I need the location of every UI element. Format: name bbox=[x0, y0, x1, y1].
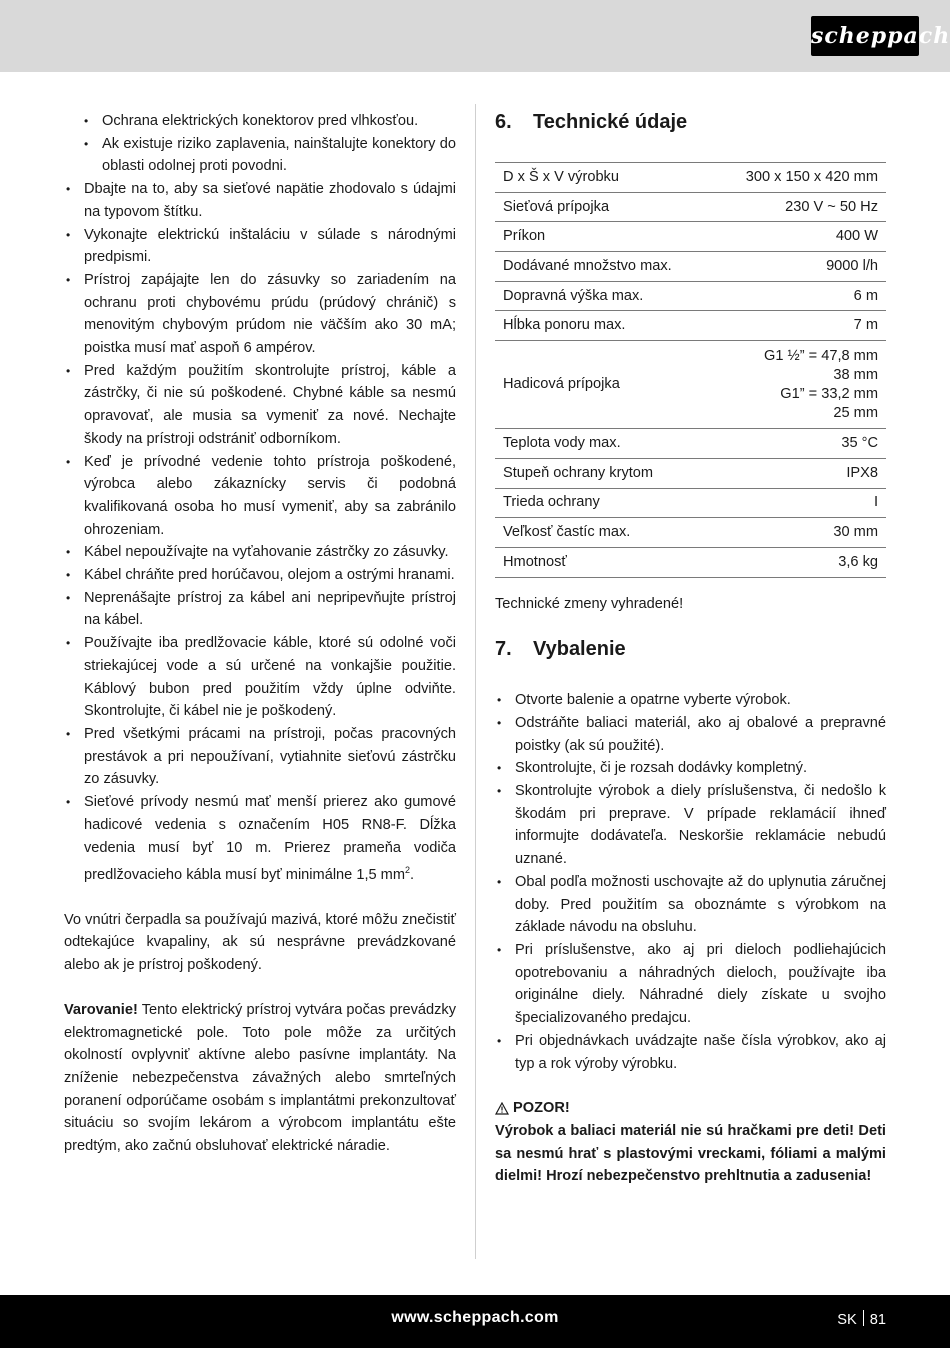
section-title: Vybalenie bbox=[533, 638, 626, 661]
spec-label: Sieťová prípojka bbox=[495, 192, 712, 222]
list-item-end: . bbox=[410, 867, 415, 884]
safety-bullet-list bbox=[64, 178, 456, 887]
hose-value: G1 ½” = 47,8 mm bbox=[764, 347, 878, 364]
caution-text: Výrobok a baliaci materiál nie sú hračkami pre deti! Deti sa nesmú hrať s plastovými vreckami, fóliami a malými dielmi! Hrozí nebezpečenstvo prehltnutia a zadusenia! bbox=[495, 1122, 886, 1185]
list-item: • Obal podľa možnosti uschovajte až do uplynutia záručnej doby. Pred použitím sa oboznámte s výrobkom na základe návodu na obsluhu. bbox=[495, 871, 886, 939]
page-indicator bbox=[837, 1310, 886, 1328]
list-item: • Ochrana elektrických konektorov pred vlhkosťou. bbox=[64, 110, 456, 133]
spec-value: 35 °C bbox=[712, 429, 886, 459]
technical-note: Technické zmeny vyhradené! bbox=[495, 595, 684, 612]
list-item: • Pri príslušenstve, ako aj pri dieloch podliehajúcich opotrebovaniu a náhradných dieloch, používajte iba originálne diely. Náhradné diely získate u svojho špecializovaného predajcu. bbox=[495, 939, 886, 1030]
spec-label: Príkon bbox=[495, 222, 712, 252]
spec-value: IPX8 bbox=[712, 458, 886, 488]
list-item: • Neprenášajte prístroj za kábel ani nepripevňujte prístroj na kábel. bbox=[64, 587, 456, 632]
spec-label: Hadicová prípojka bbox=[495, 341, 712, 429]
section-title: Technické údaje bbox=[533, 111, 688, 133]
language-code: SK bbox=[837, 1312, 857, 1328]
spec-value: 30 mm bbox=[712, 518, 886, 548]
list-item: • Kábel nepoužívajte na vyťahovanie zástrčky zo zásuvky. bbox=[64, 541, 456, 564]
technical-data-table bbox=[495, 162, 886, 578]
spec-label: Dodávané množstvo max. bbox=[495, 252, 712, 282]
lubricant-paragraph: Vo vnútri čerpadla sa používajú mazivá, ktoré môžu znečistiť odtekajúce kvapaliny, ak sú nesprávne prevádzkované alebo ak je prístroj poškodený. bbox=[64, 911, 456, 974]
table-row bbox=[495, 311, 886, 341]
list-item: • Pred každým použitím skontrolujte prístroj, káble a zástrčky, či nie sú poškodené. Chybné káble sa nesmú opravovať, ale musia sa vymeniť za nové. Nechajte škody na prístroji odstrániť odborníkom. bbox=[64, 360, 456, 451]
section-7-heading bbox=[495, 637, 886, 661]
list-item: • Dbajte na to, aby sa sieťové napätie zhodovalo s údajmi na typovom štítku. bbox=[64, 178, 456, 223]
spec-value: 9000 l/h bbox=[712, 252, 886, 282]
column-divider bbox=[475, 104, 476, 1259]
spec-value: 230 V ~ 50 Hz bbox=[712, 192, 886, 222]
left-column bbox=[64, 110, 456, 1158]
warning-triangle-icon bbox=[495, 1102, 509, 1115]
spec-label: Stupeň ochrany krytom bbox=[495, 458, 712, 488]
list-item: • Otvorte balenie a opatrne vyberte výrobok. bbox=[495, 689, 886, 712]
list-item: • Kábel chráňte pred horúčavou, olejom a ostrými hranami. bbox=[64, 564, 456, 587]
warning-text: Tento elektrický prístroj vytvára počas prevádzky elektromagnetické pole. Toto pole môže za určitých okolností ovplyvniť aktívne alebo pasívne implantáty. Na zníženie nebezpečenstva závažných alebo smrteľných poranení odporúčame osobám s implantátmi prekonzultovať situáciu so svojím lekárom a výrobcom implantátu ešte predtým, ako začnú obsluhovať elektrické náradie. bbox=[64, 1001, 456, 1155]
spec-label: Teplota vody max. bbox=[495, 429, 712, 459]
list-item: • Ak existuje riziko zaplavenia, nainštalujte konektory do oblasti odolnej proti povodni. bbox=[64, 133, 456, 178]
table-row bbox=[495, 458, 886, 488]
hose-value: 38 mm bbox=[833, 366, 878, 383]
spec-value: 6 m bbox=[712, 281, 886, 311]
right-column bbox=[495, 110, 886, 1188]
list-item: • Keď je prívodné vedenie tohto prístroja poškodené, výrobca alebo zákaznícky servis či podobná kvalifikovaná osoba ho musí vymeniť, aby sa zabránilo ohrozeniam. bbox=[64, 451, 456, 542]
list-item: • Skontrolujte výrobok a diely príslušenstva, či nedošlo k škodám pri preprave. V prípade reklamácií ihneď informujte dodávateľa. Neskoršie reklamácie nebudú uznané. bbox=[495, 780, 886, 871]
table-row bbox=[495, 281, 886, 311]
spec-label: Hmotnosť bbox=[495, 547, 712, 577]
section-number: 6. bbox=[495, 111, 512, 133]
page-header bbox=[0, 0, 950, 72]
list-item bbox=[64, 791, 456, 887]
website-link[interactable]: www.scheppach.com bbox=[391, 1309, 559, 1326]
list-item: • Pred všetkými prácami na prístroji, počas pracovných prestávok a pri nepoužívaní, vytiahnite sieťovú zástrčku zo zásuvky. bbox=[64, 723, 456, 791]
scheppach-logo: scheppach bbox=[811, 16, 919, 56]
list-item: • Skontrolujte, či je rozsah dodávky kompletný. bbox=[495, 757, 886, 780]
spec-label: Trieda ochrany bbox=[495, 488, 712, 518]
table-row bbox=[495, 163, 886, 193]
table-row bbox=[495, 488, 886, 518]
spec-value: 400 W bbox=[712, 222, 886, 252]
table-row bbox=[495, 518, 886, 548]
list-item: • Používajte iba predlžovacie káble, ktoré sú odolné voči striekajúcej vode a sú určené na vonkajšie použitie. Káblový bubon pred použitím vždy úplne odviňte. Skontrolujte, či kábel nie je poškodený. bbox=[64, 632, 456, 723]
list-item: • Pri objednávkach uvádzajte naše čísla výrobkov, ako aj typ a rok výroby výrobku. bbox=[495, 1030, 886, 1075]
list-item: • Prístroj zapájajte len do zásuvky so zariadením na ochranu proti chybovému prúdu (prúdový chránič) s menovitým chybovým prúdom nie väčším ako 30 mA; poistka musí mať aspoň 6 ampérov. bbox=[64, 269, 456, 360]
table-row bbox=[495, 192, 886, 222]
section-6-heading bbox=[495, 110, 886, 134]
hose-value: 25 mm bbox=[833, 404, 878, 421]
spec-label: Hĺbka ponoru max. bbox=[495, 311, 712, 341]
page-footer bbox=[0, 1295, 950, 1348]
spec-value: 3,6 kg bbox=[712, 547, 886, 577]
caution-heading bbox=[495, 1097, 886, 1120]
caution-title: POZOR! bbox=[513, 1100, 570, 1117]
list-item: • Vykonajte elektrickú inštaláciu v súlade s národnými predpismi. bbox=[64, 224, 456, 269]
spec-label: Veľkosť častíc max. bbox=[495, 518, 712, 548]
list-item-text: Sieťové prívody nesmú mať menší prierez ako gumové hadicové vedenia s označením H05 RN8-F. Dĺžka vedenia musí byť 10 m. Prierez prameňa vodiča predlžovacieho kábla musí byť minimálne 1,5 mm bbox=[84, 794, 456, 884]
table-row bbox=[495, 222, 886, 252]
table-row bbox=[495, 429, 886, 459]
spec-value: 300 x 150 x 420 mm bbox=[712, 163, 886, 193]
page-number: 81 bbox=[869, 1312, 886, 1328]
sub-bullet-list bbox=[64, 110, 456, 178]
spec-value: I bbox=[712, 488, 886, 518]
warning-label: Varovanie! bbox=[64, 1001, 138, 1018]
section-number: 7. bbox=[495, 638, 512, 661]
list-item: • Odstráňte baliaci materiál, ako aj obalové a prepravné poistky (ak sú použité). bbox=[495, 712, 886, 757]
table-row bbox=[495, 252, 886, 282]
warning-paragraph bbox=[64, 999, 456, 1158]
spec-value-multi bbox=[712, 341, 886, 429]
spec-label: D x Š x V výrobku bbox=[495, 163, 712, 193]
table-row bbox=[495, 341, 886, 429]
table-row bbox=[495, 547, 886, 577]
hose-value: G1” = 33,2 mm bbox=[780, 385, 878, 402]
spec-value: 7 m bbox=[712, 311, 886, 341]
superscript: 2 bbox=[405, 865, 411, 876]
spec-label: Dopravná výška max. bbox=[495, 281, 712, 311]
unpacking-bullet-list bbox=[495, 689, 886, 1075]
